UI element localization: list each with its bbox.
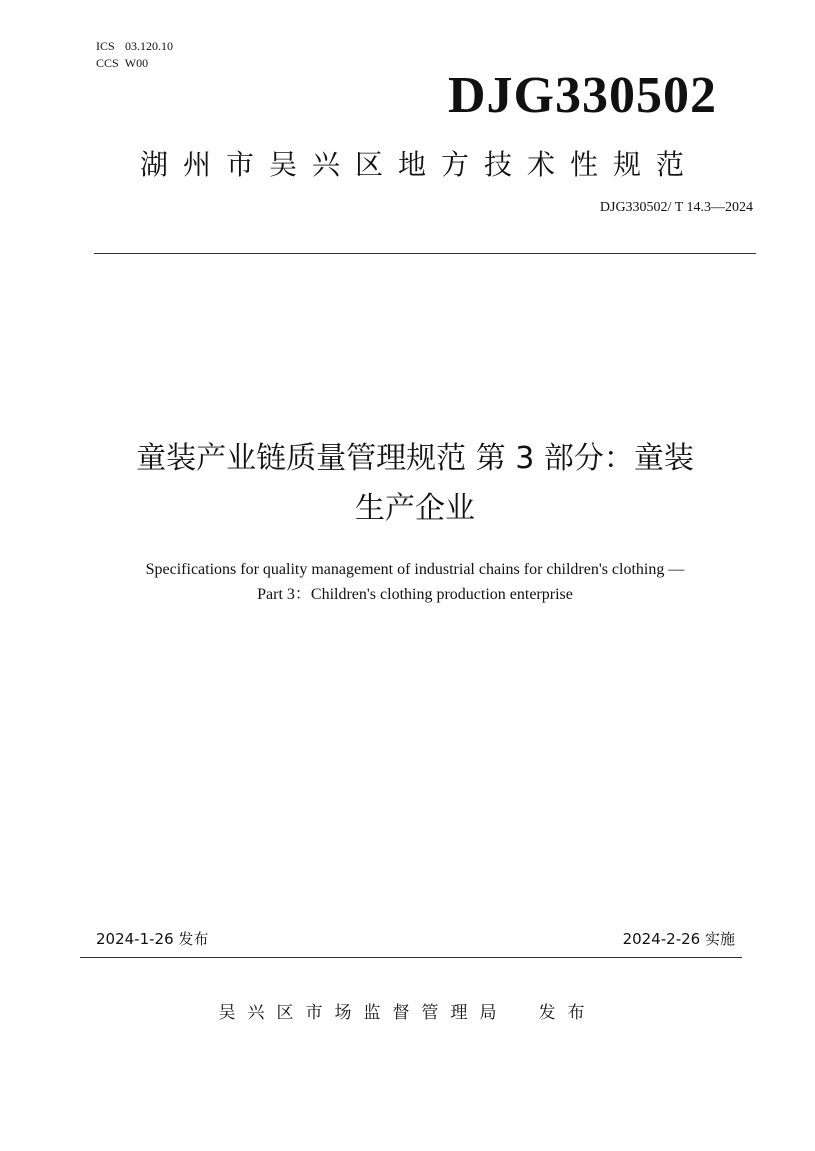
title-chinese-line-1: 童装产业链质量管理规范 第 3 部分：童装: [136, 441, 694, 476]
title-chinese-line-2: 生产企业: [355, 491, 475, 526]
ics-line: [96, 38, 173, 55]
classification-block: [96, 38, 173, 72]
standard-code: DJG330502: [448, 67, 717, 124]
ics-value: 03.120.10: [125, 39, 173, 53]
bottom-divider: [80, 957, 742, 958]
ccs-line: [96, 55, 173, 72]
ics-label: ICS: [96, 39, 115, 53]
issuer-organization: 吴兴区市场监督管理局: [218, 1003, 509, 1023]
top-divider: [94, 253, 756, 254]
standard-number: DJG330502/ T 14.3—2024: [599, 200, 753, 215]
implementation-date: 2024-2-26 实施: [622, 930, 735, 948]
title-english: [60, 557, 770, 607]
issuer-action: 发布: [538, 1003, 597, 1023]
title-english-line-1: Specifications for quality management of industrial chains for children's clothing —: [145, 561, 685, 578]
ccs-label: CCS: [96, 56, 119, 70]
standard-type-heading: 湖州市吴兴区地方技术性规范: [139, 148, 699, 181]
issuer-line: [0, 1001, 815, 1025]
ccs-value: W00: [124, 56, 149, 70]
issue-date: 2024-1-26 发布: [96, 930, 209, 948]
title-english-line-2: Part 3：Children's clothing production enterprise: [257, 586, 573, 603]
title-chinese: [60, 434, 770, 534]
